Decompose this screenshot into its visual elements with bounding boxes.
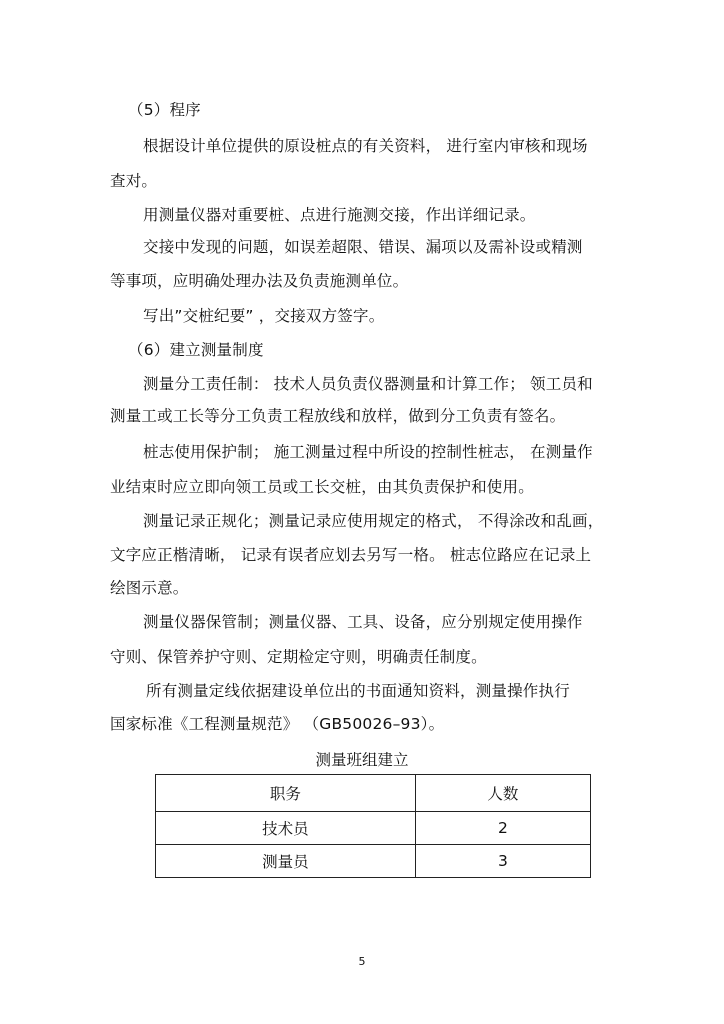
column-header-count: 人数: [415, 775, 590, 812]
paragraph-line: 交接中发现的问题，如误差超限、错误、漏项以及需补设或精测: [143, 238, 583, 256]
table-cell-count: 3: [415, 845, 590, 878]
paragraph-line: 文字应正楷清晰， 记录有误者应划去另写一格。 桩志位路应在记录上: [110, 546, 592, 564]
paragraph-line: 测量仪器保管制；测量仪器、工具、设备，应分别规定使用操作: [143, 613, 583, 631]
paragraph-line: 写出”交桩纪要” ，交接双方签字。: [143, 307, 385, 325]
paragraph-line: 查对。: [110, 172, 158, 190]
table-cell-count: 2: [415, 812, 590, 845]
column-header-position: 职务: [156, 775, 416, 812]
paragraph-line: 用测量仪器对重要桩、点进行施测交接，作出详细记录。: [143, 206, 536, 224]
section-heading-procedure: （5）程序: [128, 101, 201, 119]
table-row: [156, 812, 591, 845]
paragraph-line: 守则、保管养护守则、定期检定守则，明确责任制度。: [110, 648, 487, 666]
paragraph-line: 业结束时应立即向领工员或工长交桩，由其负责保护和使用。: [110, 478, 534, 496]
paragraph-line: 测量分工责任制： 技术人员负责仪器测量和计算工作； 领工员和: [143, 375, 593, 393]
paragraph-line: 等事项，应明确处理办法及负责施测单位。: [110, 272, 409, 290]
paragraph-line: 所有测量定线依据建设单位出的书面通知资料，测量操作执行: [146, 682, 570, 700]
paragraph-line: 测量记录正规化；测量记录应使用规定的格式， 不得涂改和乱画，: [143, 512, 604, 530]
table-row: [156, 845, 591, 878]
paragraph-line: 国家标准《工程测量规范》 （GB50026–93）。: [110, 715, 445, 733]
section-heading-measurement-system: （6）建立测量制度: [128, 341, 264, 359]
table-cell-position: 技术员: [156, 812, 416, 845]
paragraph-line: 绘图示意。: [110, 579, 189, 597]
paragraph-line: 桩志使用保护制； 施工测量过程中所设的控制性桩志， 在测量作: [143, 443, 593, 461]
paragraph-line: 测量工或工长等分工负责工程放线和放样，做到分工负责有签名。: [110, 407, 566, 425]
table-header-row: [156, 775, 591, 812]
table-cell-position: 测量员: [156, 845, 416, 878]
table-caption: 测量班组建立: [315, 751, 409, 769]
page-number: 5: [358, 955, 366, 968]
paragraph-line: 根据设计单位提供的原设桩点的有关资料， 进行室内审核和现场: [143, 137, 588, 155]
survey-team-table: [155, 774, 591, 878]
